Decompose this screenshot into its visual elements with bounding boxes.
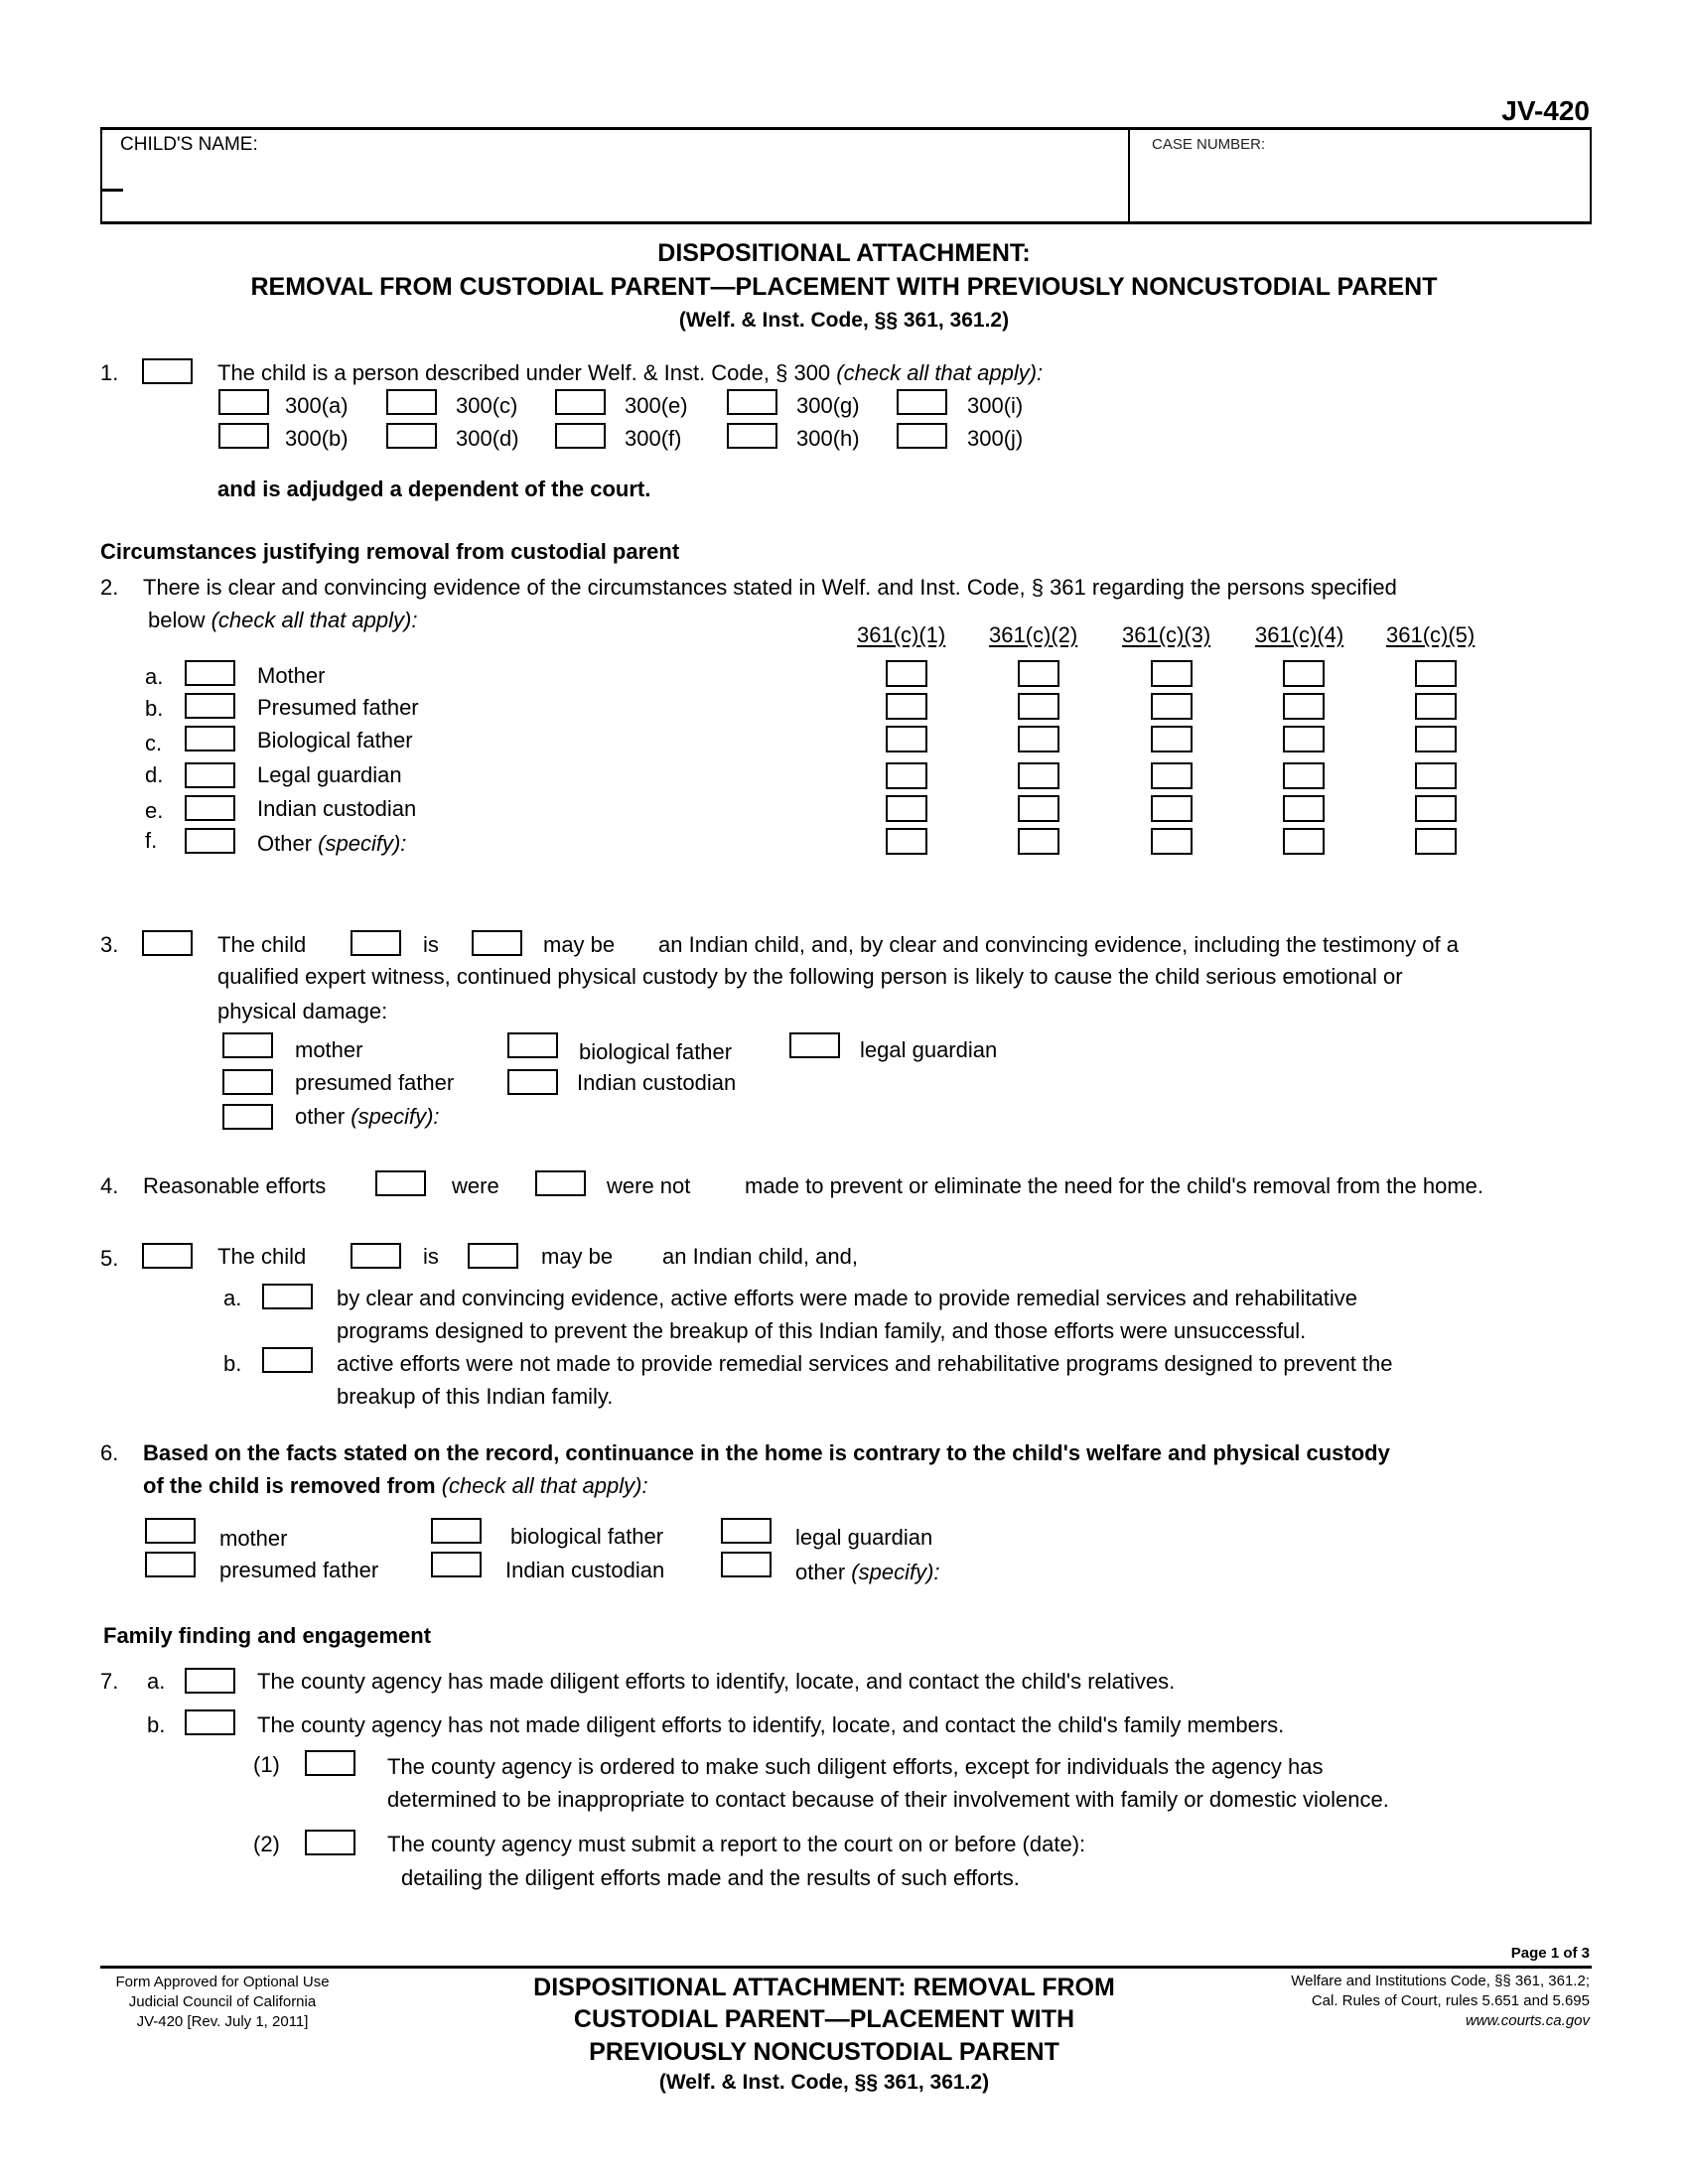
item5-may-be-label: may be	[541, 1244, 614, 1269]
item6-label-other: other (specify):	[795, 1560, 940, 1584]
footer-left-line3: JV-420 [Rev. July 1, 2011]	[136, 2013, 309, 2030]
item5b-line1: active efforts were not made to provide remedial services and rehabilitative programs designed to prevent the	[337, 1351, 1393, 1376]
item4-rest: made to prevent or eliminate the need for the child's removal from the home.	[745, 1173, 1484, 1198]
grid-checkbox-legal-guardian-361c1[interactable]	[886, 762, 927, 789]
footer-title-line2: CUSTODIAL PARENT—PLACEMENT WITH	[573, 2005, 1075, 2033]
item3-label-presumed-father: presumed father	[295, 1070, 455, 1095]
item5b-checkbox[interactable]	[262, 1347, 313, 1373]
item3-checkbox-legal-guardian[interactable]	[789, 1032, 840, 1058]
checkbox-300j[interactable]	[897, 423, 947, 449]
grid-checkbox-mother-361c1[interactable]	[886, 660, 927, 687]
grid-checkbox-indian-custodian-361c2[interactable]	[1018, 795, 1059, 822]
grid-checkbox-presumed-father-361c3[interactable]	[1151, 693, 1193, 720]
item3-number: 3.	[100, 932, 119, 957]
grid-checkbox-indian-custodian-361c4[interactable]	[1283, 795, 1325, 822]
row-letter: d.	[145, 762, 164, 787]
grid-checkbox-legal-guardian-361c5[interactable]	[1415, 762, 1457, 789]
checkbox-300d[interactable]	[386, 423, 437, 449]
checkbox-300h[interactable]	[727, 423, 777, 449]
item6-checkbox-other[interactable]	[721, 1552, 772, 1577]
label-300b: 300(b)	[285, 426, 349, 451]
row-checkbox-legal-guardian[interactable]	[185, 762, 235, 788]
grid-checkbox-other-361c5[interactable]	[1415, 828, 1457, 855]
item5-is-checkbox[interactable]	[351, 1243, 401, 1269]
item3-checkbox-other[interactable]	[222, 1104, 273, 1130]
footer-title-line3: PREVIOUSLY NONCUSTODIAL PARENT	[589, 2038, 1059, 2066]
row-letter: e.	[145, 798, 164, 823]
grid-checkbox-other-361c2[interactable]	[1018, 828, 1059, 855]
checkbox-300f[interactable]	[555, 423, 606, 449]
row-label: Biological father	[257, 728, 413, 752]
checkbox-300g[interactable]	[727, 389, 777, 415]
item3-checkbox-indian-custodian[interactable]	[507, 1069, 558, 1095]
item4-number: 4.	[100, 1173, 119, 1198]
item7b1-checkbox[interactable]	[305, 1750, 355, 1776]
column-header-361c5: 361(c)(5)	[1386, 622, 1476, 647]
item3-checkbox-mother[interactable]	[222, 1032, 273, 1058]
item3-the-child: The child	[217, 932, 307, 957]
item3-label-biological-father: biological father	[579, 1039, 733, 1064]
item6-label-presumed-father: presumed father	[219, 1558, 379, 1582]
grid-checkbox-mother-361c2[interactable]	[1018, 660, 1059, 687]
item5-may-be-checkbox[interactable]	[468, 1243, 518, 1269]
row-label: Indian custodian	[257, 796, 417, 821]
item4-were-not-label: were not	[607, 1173, 691, 1198]
row-letter: a.	[145, 664, 164, 689]
item3-label-mother: mother	[295, 1037, 363, 1062]
item2-number: 2.	[100, 575, 119, 600]
column-header-361c3: 361(c)(3)	[1122, 622, 1211, 647]
footer-title-line1: DISPOSITIONAL ATTACHMENT: REMOVAL FROM	[533, 1974, 1115, 2001]
checkbox-300i[interactable]	[897, 389, 947, 415]
item7b2-label: (2)	[253, 1832, 280, 1856]
label-300i: 300(i)	[967, 393, 1024, 418]
grid-checkbox-legal-guardian-361c2[interactable]	[1018, 762, 1059, 789]
item7a-letter: a.	[147, 1669, 166, 1694]
item2-line2: below (check all that apply):	[148, 608, 418, 632]
section-heading-family-finding: Family finding and engagement	[103, 1623, 432, 1648]
item3-may-be-label: may be	[543, 932, 616, 957]
footer-left-line2: Judicial Council of California	[128, 1993, 317, 2010]
checkbox-300e[interactable]	[555, 389, 606, 415]
item3-label-indian-custodian: Indian custodian	[577, 1070, 737, 1095]
item6-line1: Based on the facts stated on the record, continuance in the home is contrary to the child's welfare and physical custody	[143, 1440, 1390, 1465]
footer-right-line1: Welfare and Institutions Code, §§ 361, 361.2;	[1291, 1973, 1590, 1989]
item7b-checkbox[interactable]	[185, 1709, 235, 1735]
row-label: Mother	[257, 663, 326, 688]
item5a-line2: programs designed to prevent the breakup of this Indian family, and those efforts were unsuccessful.	[337, 1318, 1307, 1343]
item7b2-line2: detailing the diligent efforts made and the results of such efforts.	[401, 1865, 1020, 1890]
page-number: Page 1 of 3	[1510, 1945, 1590, 1962]
column-header-361c2: 361(c)(2)	[989, 622, 1078, 647]
item1-text: The child is a person described under Welf. & Inst. Code, § 300 (check all that apply):	[217, 360, 1044, 385]
item6-label-mother: mother	[219, 1526, 288, 1551]
footer-website-link[interactable]: www.courts.ca.gov	[1465, 2012, 1590, 2029]
item3-may-be-checkbox[interactable]	[472, 930, 522, 956]
item7b1-line1: The county agency is ordered to make such diligent efforts, except for individuals the agency has	[387, 1754, 1324, 1779]
item6-number: 6.	[100, 1440, 119, 1465]
item3-checkbox-presumed-father[interactable]	[222, 1069, 273, 1095]
label-300g: 300(g)	[796, 393, 860, 418]
item6-checkbox-biological-father[interactable]	[431, 1518, 482, 1544]
row-checkbox-biological-father[interactable]	[185, 726, 235, 751]
row-label: Other (specify):	[257, 831, 407, 856]
item3-label-other: other (specify):	[295, 1104, 440, 1129]
item3-checkbox[interactable]	[142, 930, 193, 956]
item6-checkbox-presumed-father[interactable]	[145, 1552, 196, 1577]
caption-divider	[1128, 127, 1130, 224]
item1-conclusion: and is adjudged a dependent of the court.	[217, 477, 651, 501]
item1-number: 1.	[100, 360, 119, 385]
item4-were-label: were	[452, 1173, 499, 1198]
grid-checkbox-legal-guardian-361c4[interactable]	[1283, 762, 1325, 789]
column-header-361c1: 361(c)(1)	[857, 622, 946, 647]
footer-right-line2: Cal. Rules of Court, rules 5.651 and 5.695	[1311, 1992, 1590, 2009]
grid-checkbox-mother-361c4[interactable]	[1283, 660, 1325, 687]
grid-checkbox-other-361c1[interactable]	[886, 828, 927, 855]
footer-title-citation: (Welf. & Inst. Code, §§ 361, 361.2)	[658, 2071, 990, 2094]
row-letter: c.	[145, 731, 163, 755]
item6-line2: of the child is removed from (check all that apply):	[143, 1473, 648, 1498]
item6-label-indian-custodian: Indian custodian	[505, 1558, 665, 1582]
checkbox-300b[interactable]	[218, 423, 269, 449]
item5-rest: an Indian child, and,	[662, 1244, 858, 1269]
item3-line2: qualified expert witness, continued physical custody by the following person is likely to cause the child serious emotional or	[217, 964, 1403, 989]
label-300e: 300(e)	[625, 393, 688, 418]
item6-checkbox-legal-guardian[interactable]	[721, 1518, 772, 1544]
grid-checkbox-presumed-father-361c4[interactable]	[1283, 693, 1325, 720]
item5b-letter: b.	[223, 1351, 242, 1376]
item7b-letter: b.	[147, 1712, 166, 1737]
item5a-line1: by clear and convincing evidence, active efforts were made to provide remedial services and rehabilitative	[337, 1286, 1358, 1310]
grid-checkbox-biological-father-361c5[interactable]	[1415, 726, 1457, 752]
page-title-citation: (Welf. & Inst. Code, §§ 361, 361.2)	[678, 309, 1010, 332]
item6-label-biological-father: biological father	[510, 1524, 664, 1549]
row-label: Legal guardian	[257, 762, 402, 787]
item6-checkbox-indian-custodian[interactable]	[431, 1552, 482, 1577]
item5-number: 5.	[100, 1246, 119, 1271]
row-checkbox-mother[interactable]	[185, 660, 235, 686]
item5-the-child: The child	[217, 1244, 307, 1269]
item7b1-label: (1)	[253, 1752, 280, 1777]
checkbox-300a[interactable]	[218, 389, 269, 415]
grid-checkbox-mother-361c5[interactable]	[1415, 660, 1457, 687]
label-300f: 300(f)	[625, 426, 682, 451]
item2-line1: There is clear and convincing evidence of the circumstances stated in Welf. and Inst. Code, § 361 regarding the persons specified	[143, 575, 1397, 600]
grid-checkbox-indian-custodian-361c1[interactable]	[886, 795, 927, 822]
case-number-input[interactable]	[1150, 159, 1581, 216]
item7a-text: The county agency has made diligent efforts to identify, locate, and contact the child's relatives.	[257, 1669, 1176, 1694]
label-300a: 300(a)	[285, 393, 349, 418]
name-field-tick	[100, 189, 123, 192]
grid-checkbox-other-361c4[interactable]	[1283, 828, 1325, 855]
item3-line3: physical damage:	[217, 999, 388, 1024]
childs-name-input[interactable]	[119, 159, 1116, 216]
checkbox-300c[interactable]	[386, 389, 437, 415]
item5a-letter: a.	[223, 1286, 242, 1310]
row-letter: f.	[145, 828, 158, 853]
grid-checkbox-legal-guardian-361c3[interactable]	[1151, 762, 1193, 789]
item7b1-line2: determined to be inappropriate to contact because of their involvement with family or domestic violence.	[387, 1787, 1389, 1812]
item4-label: Reasonable efforts	[143, 1173, 327, 1198]
row-label: Presumed father	[257, 695, 419, 720]
row-checkbox-presumed-father[interactable]	[185, 693, 235, 719]
grid-checkbox-other-361c3[interactable]	[1151, 828, 1193, 855]
item7a-checkbox[interactable]	[185, 1668, 235, 1694]
item1-checkbox[interactable]	[142, 358, 193, 384]
grid-checkbox-indian-custodian-361c5[interactable]	[1415, 795, 1457, 822]
item6-checkbox-mother[interactable]	[145, 1518, 196, 1544]
item4-were-checkbox[interactable]	[375, 1170, 426, 1196]
grid-checkbox-biological-father-361c2[interactable]	[1018, 726, 1059, 752]
grid-checkbox-biological-father-361c3[interactable]	[1151, 726, 1193, 752]
label-300d: 300(d)	[456, 426, 519, 451]
item3-label-legal-guardian: legal guardian	[860, 1037, 998, 1062]
childs-name-label: CHILD'S NAME:	[120, 134, 258, 155]
item3-is-label: is	[423, 932, 439, 957]
grid-checkbox-presumed-father-361c1[interactable]	[886, 693, 927, 720]
item7b2-checkbox[interactable]	[305, 1830, 355, 1855]
case-number-label: CASE NUMBER:	[1152, 136, 1266, 153]
footer-divider	[100, 1966, 1592, 1969]
grid-checkbox-presumed-father-361c2[interactable]	[1018, 693, 1059, 720]
item7b-text: The county agency has not made diligent efforts to identify, locate, and contact the child's family members.	[257, 1712, 1285, 1737]
label-300c: 300(c)	[456, 393, 518, 418]
label-300j: 300(j)	[967, 426, 1024, 451]
item3-line1: an Indian child, and, by clear and convincing evidence, including the testimony of a	[658, 932, 1459, 957]
page-title-line1: DISPOSITIONAL ATTACHMENT:	[657, 239, 1031, 267]
form-number: JV-420	[1501, 95, 1590, 126]
item3-checkbox-biological-father[interactable]	[507, 1032, 558, 1058]
item5b-line2: breakup of this Indian family.	[337, 1384, 614, 1409]
item7-number: 7.	[100, 1669, 119, 1694]
grid-checkbox-biological-father-361c4[interactable]	[1283, 726, 1325, 752]
page-title-line2: REMOVAL FROM CUSTODIAL PARENT—PLACEMENT WITH PREVIOUSLY NONCUSTODIAL PARENT	[250, 273, 1438, 301]
section-heading-circumstances: Circumstances justifying removal from custodial parent	[100, 539, 680, 564]
column-header-361c4: 361(c)(4)	[1255, 622, 1344, 647]
item5a-checkbox[interactable]	[262, 1284, 313, 1309]
footer-left-line1: Form Approved for Optional Use	[115, 1974, 330, 1990]
label-300h: 300(h)	[796, 426, 860, 451]
grid-checkbox-indian-custodian-361c3[interactable]	[1151, 795, 1193, 822]
item6-label-legal-guardian: legal guardian	[795, 1525, 933, 1550]
item3-is-checkbox[interactable]	[351, 930, 401, 956]
item5-checkbox[interactable]	[142, 1243, 193, 1269]
item4-were-not-checkbox[interactable]	[535, 1170, 586, 1196]
item7b2-line1: The county agency must submit a report to the court on or before (date):	[387, 1832, 1086, 1856]
item5-is-label: is	[423, 1244, 439, 1269]
row-checkbox-other[interactable]	[185, 828, 235, 854]
grid-checkbox-presumed-father-361c5[interactable]	[1415, 693, 1457, 720]
row-checkbox-indian-custodian[interactable]	[185, 795, 235, 821]
grid-checkbox-mother-361c3[interactable]	[1151, 660, 1193, 687]
row-letter: b.	[145, 696, 164, 721]
grid-checkbox-biological-father-361c1[interactable]	[886, 726, 927, 752]
